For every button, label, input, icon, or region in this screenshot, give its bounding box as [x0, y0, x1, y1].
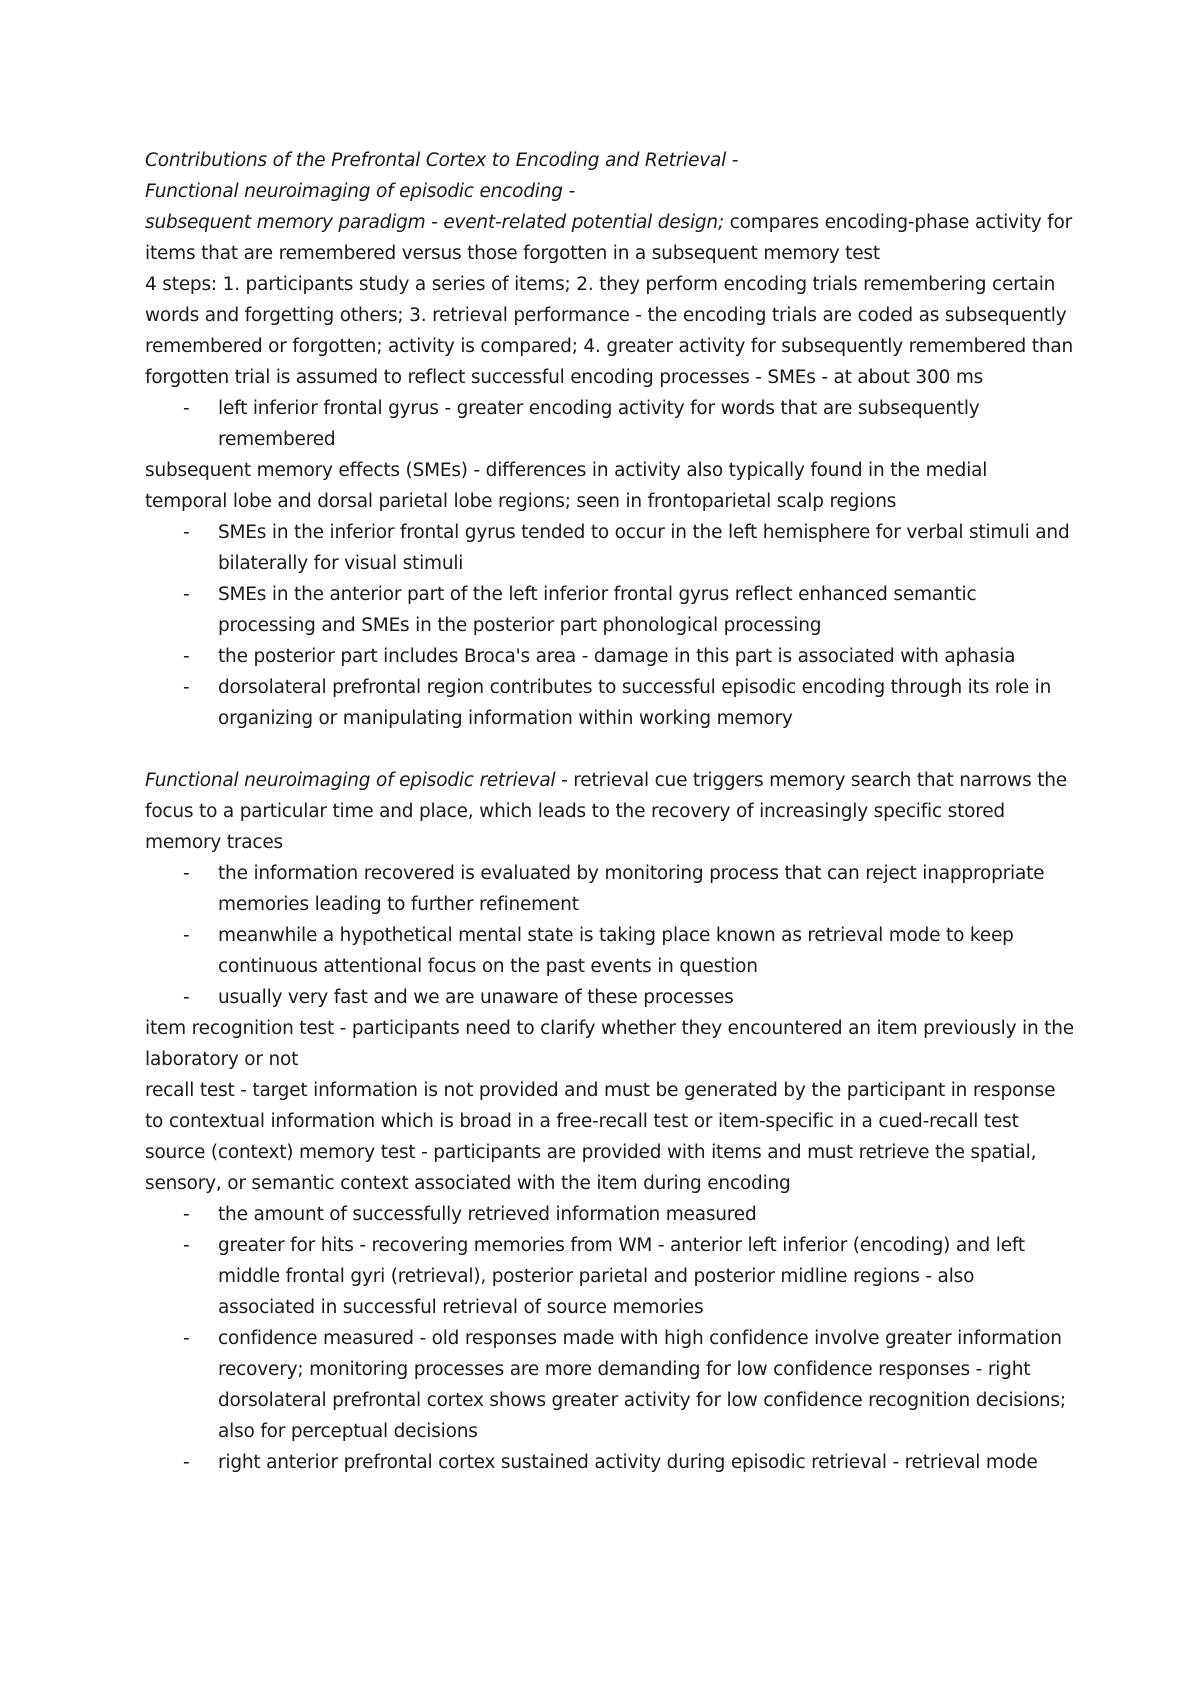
bullet-dash: - [183, 863, 190, 884]
source-paragraph: source (context) memory test - participants are provided with items and must retrieve the spatial, sensory, or semantic context associated with the item during encoding [145, 1142, 1037, 1194]
bullet-dash: - [183, 398, 190, 419]
bullet-dash: - [183, 1235, 190, 1256]
steps-paragraph: 4 steps: 1. participants study a series of items; 2. they perform encoding trials remembering certain words and forgetting others; 3. retrieval performance - the encoding trials are coded as subsequently remembered or forgotten; activity is compared; 4. greater activity for subsequently remembered than forgotten trial is assumed to reflect successful encoding processes - SMEs - at about 300 ms [145, 274, 1074, 388]
retrieval-heading: Functional neuroimaging of episodic retrieval [145, 770, 556, 791]
smp-paragraph [145, 207, 1075, 269]
retrieval-bullet-list [145, 858, 1075, 1013]
list-item: - right anterior prefrontal cortex sustained activity during episodic retrieval - retrieval mode [145, 1447, 1075, 1478]
bullet-dash: - [183, 1328, 190, 1349]
retrieval-paragraph [145, 765, 1075, 858]
bullet-dash: - [183, 677, 190, 698]
source-bullet-list [145, 1199, 1075, 1478]
list-item: - SMEs in the inferior frontal gyrus tended to occur in the left hemisphere for verbal stimuli and bilaterally for visual stimuli [145, 517, 1075, 579]
bullet-dash: - [183, 925, 190, 946]
document-page [145, 145, 1075, 1478]
list-item: - usually very fast and we are unaware of these processes [145, 982, 1075, 1013]
bullet-dash: - [183, 987, 190, 1008]
steps-bullet-list [145, 393, 1075, 455]
bullet-dash: - [183, 522, 190, 543]
list-item: - confidence measured - old responses made with high confidence involve greater information recovery; monitoring processes are more demanding for low confidence responses - right dorsolateral prefrontal cortex shows greater activity for low confidence recognition decisions; also for perceptual decisions [145, 1323, 1075, 1447]
item-recognition-paragraph: item recognition test - participants need to clarify whether they encountered an item previously in the laboratory or not [145, 1018, 1074, 1070]
list-item: - left inferior frontal gyrus - greater encoding activity for words that are subsequently remembered [145, 393, 1075, 455]
recall-paragraph: recall test - target information is not provided and must be generated by the participant in response to contextual information which is broad in a free-recall test or item-specific in a cued-recall test [145, 1080, 1056, 1132]
smp-text: compares encoding-phase activity for items that are remembered versus those forgotten in a subsequent memory test [145, 212, 1073, 264]
list-item: - meanwhile a hypothetical mental state is taking place known as retrieval mode to keep continuous attentional focus on the past events in question [145, 920, 1075, 982]
smp-term: subsequent memory paradigm - event-related potential design; [145, 212, 724, 233]
document-title: Contributions of the Prefrontal Cortex to Encoding and Retrieval - [145, 150, 739, 171]
list-item: - the amount of successfully retrieved information measured [145, 1199, 1075, 1230]
retrieval-text: - retrieval cue triggers memory search that narrows the focus to a particular time and place, which leads to the recovery of increasingly specific stored memory traces [145, 770, 1067, 853]
bullet-dash: - [183, 1204, 190, 1225]
list-item: - dorsolateral prefrontal region contributes to successful episodic encoding through its role in organizing or manipulating information within working memory [145, 672, 1075, 734]
list-item: - the posterior part includes Broca's area - damage in this part is associated with aphasia [145, 641, 1075, 672]
sme-bullet-list [145, 517, 1075, 734]
list-item: - greater for hits - recovering memories from WM - anterior left inferior (encoding) and left middle frontal gyri (retrieval), posterior parietal and posterior midline regions - also associated in successful retrieval of source memories [145, 1230, 1075, 1323]
encoding-heading: Functional neuroimaging of episodic encoding - [145, 181, 575, 202]
list-item: - the information recovered is evaluated by monitoring process that can reject inappropriate memories leading to further refinement [145, 858, 1075, 920]
bullet-dash: - [183, 584, 190, 605]
bullet-dash: - [183, 646, 190, 667]
sme-paragraph: subsequent memory effects (SMEs) - differences in activity also typically found in the medial temporal lobe and dorsal parietal lobe regions; seen in frontoparietal scalp regions [145, 460, 988, 512]
bullet-dash: - [183, 1452, 190, 1473]
list-item: - SMEs in the anterior part of the left inferior frontal gyrus reflect enhanced semantic processing and SMEs in the posterior part phonological processing [145, 579, 1075, 641]
paragraph-spacer [145, 734, 1075, 765]
